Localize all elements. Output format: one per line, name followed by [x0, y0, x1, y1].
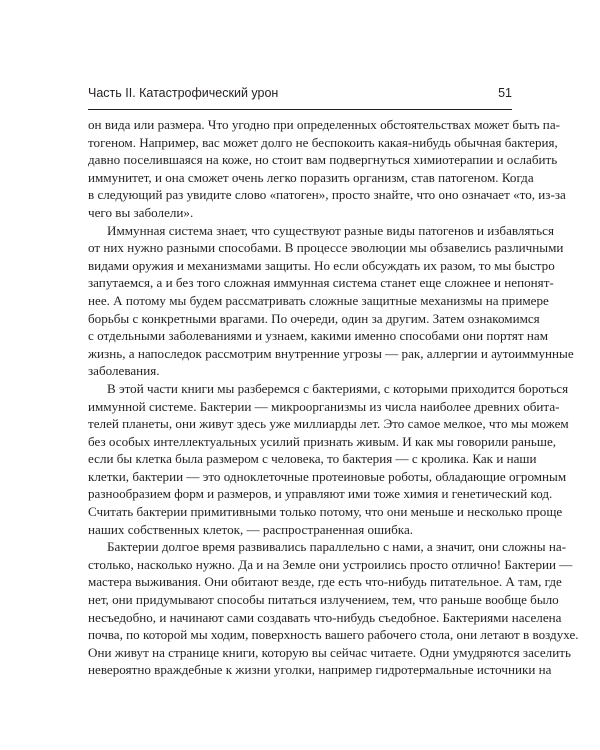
text-line: несъедобно, и начинают сами создавать что-нибудь съедобное. Бактериями населена: [88, 609, 562, 625]
text-line: иммунитет, и она сможет очень легко поразить организм, став патогеном. Когда: [88, 169, 534, 185]
text-line: без особых интеллектуальных усилий признать живым. И как мы говорили раньше,: [88, 433, 557, 449]
running-head: Часть II. Катастрофический урон: [88, 86, 279, 100]
paragraph: [88, 380, 569, 538]
page-number: 51: [498, 86, 512, 100]
text-line: жизнь, а напоследок рассмотрим внутренние угрозы — рак, аллергии и аутоиммунные: [88, 345, 574, 361]
text-line: наших собственных клеток, — распространенная ошибка.: [88, 521, 414, 537]
text-line: давно поселившаяся на коже, но стоит вам подвергнуться химиотерапии и ослабить: [88, 152, 558, 168]
text-line: почва, по которой мы ходим, поверхность вашего рабочего стола, они летают в воздухе.: [88, 627, 579, 643]
text-line: чего вы заболели».: [88, 204, 194, 220]
text-line: столько, насколько нужно. Да и на Земле они устроились просто отлично! Бактерии —: [88, 556, 573, 572]
paragraph: [88, 538, 579, 679]
text-line: мастера выживания. Они обитают везде, где есть что-нибудь питательное. А там, где: [88, 574, 562, 590]
paragraph: [88, 222, 574, 380]
text-line: иммунной системе. Бактерии — микроорганизмы из числа наиболее древних обита-: [88, 398, 560, 414]
text-line: он вида или размера. Что угодно при определенных обстоятельствах может быть па-: [88, 117, 560, 132]
text-line: тогеном. Например, вас может долго не беспокоить какая-нибудь обычная бактерия,: [88, 134, 558, 150]
text-line: нее. А потому мы будем рассматривать сложные защитные механизмы на примере: [88, 292, 549, 308]
text-line: нет, они придумывают способы питаться излучением, тем, что раньше вообще было: [88, 592, 559, 608]
text-line: В этой части книги мы разберемся с бактериями, с которыми приходится бороться: [107, 380, 569, 396]
text-line: в следующий раз увидите слово «патоген», просто знайте, что оно означает «то, из-за: [88, 187, 566, 203]
text-line: запутаемся, а и без того сложная иммунная система станет еще сложнее и непонят-: [88, 275, 554, 291]
text-line: видами оружия и механизмами защиты. Но если обсуждать их разом, то мы быстро: [88, 257, 555, 273]
text-line: от них нужно разными способами. В процессе эволюции мы обзавелись различными: [88, 240, 564, 256]
body-text: [88, 116, 579, 679]
text-line: заболевания.: [88, 363, 160, 379]
text-line: Иммунная система знает, что существуют разные виды патогенов и избавляться: [107, 222, 554, 238]
text-line: Они живут на странице книги, которую вы сейчас читаете. Одни умудряются заселить: [88, 644, 571, 660]
text-line: с отдельными заболеваниями и узнаем, какими именно способами они портят нам: [88, 328, 548, 344]
text-line: Считать бактерии примитивными только потому, что они меньше и несколько проще: [88, 504, 563, 520]
text-line: невероятно враждебные к жизни уголки, например гидротермальные источники на: [88, 662, 552, 678]
text-line: клетки, бактерии — это одноклеточные протеиновые роботы, обладающие огромным: [88, 468, 567, 484]
text-line: разнообразием форм и размеров, и управляют ими тоже химия и генетический код.: [88, 486, 553, 502]
header-rule: [88, 109, 512, 110]
text-line: Бактерии долгое время развивались параллельно с нами, а значит, они сложны на-: [107, 539, 567, 555]
text-line: если бы клетка была размером с человека, то бактерия — с кролика. Как и наши: [88, 451, 537, 467]
text-line: борьбы с конкретными врагами. По очереди, один за другим. Затем ознакомимся: [88, 310, 540, 326]
text-line: телей планеты, они живут здесь уже миллиарды лет. Это самое мелкое, что мы можем: [88, 416, 569, 432]
paragraph: [88, 116, 566, 222]
